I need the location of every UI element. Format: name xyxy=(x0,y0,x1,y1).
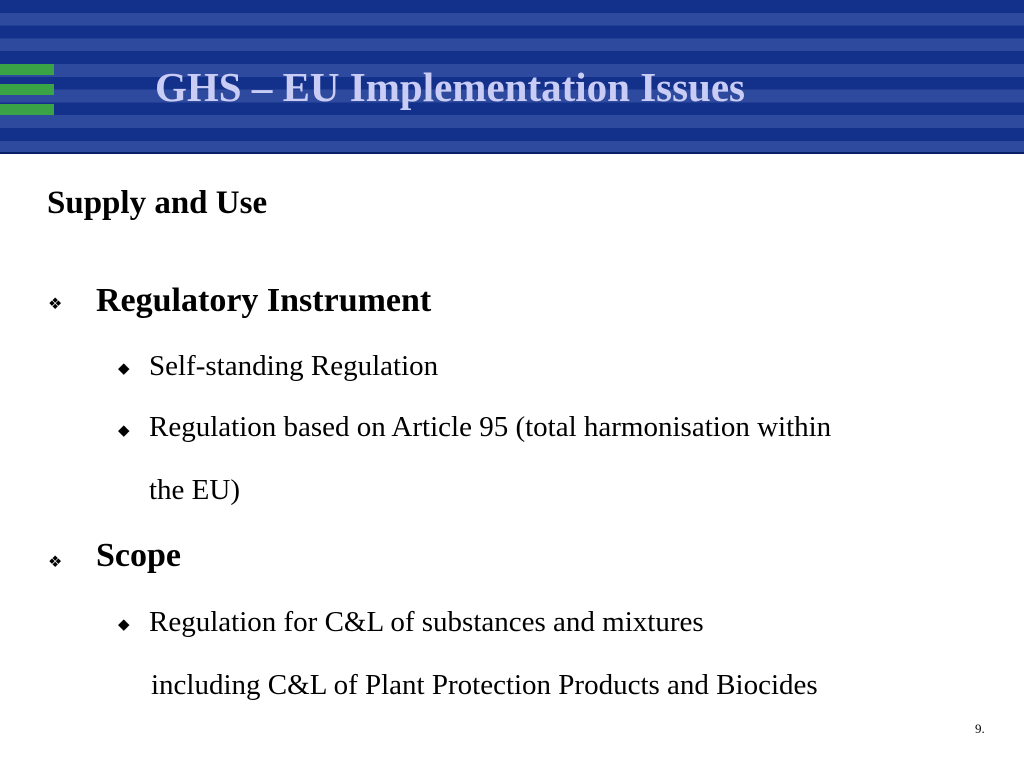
slide-subtitle: Supply and Use xyxy=(47,185,268,221)
list-item-substances-mixtures-continued: including C&L of Plant Protection Products and Biocides xyxy=(151,669,818,701)
section-heading-scope: Scope xyxy=(96,537,181,574)
logo-bar xyxy=(0,64,54,75)
logo-bar xyxy=(0,84,54,95)
page-number: 9. xyxy=(975,721,985,736)
list-item-substances-mixtures: Regulation for C&L of substances and mixtures xyxy=(149,606,704,638)
list-item-article-95-continued: the EU) xyxy=(149,474,240,506)
diamond-cluster-bullet-icon: ❖ xyxy=(48,554,63,571)
logo-bars-icon xyxy=(0,64,54,116)
title-banner xyxy=(0,0,1024,154)
list-item-self-standing: Self-standing Regulation xyxy=(149,350,439,382)
diamond-bullet-icon: ◆ xyxy=(118,361,130,377)
diamond-cluster-bullet-icon: ❖ xyxy=(48,296,63,313)
slide-title: GHS – EU Implementation Issues xyxy=(155,64,746,110)
logo-bar xyxy=(0,104,54,115)
diamond-bullet-icon: ◆ xyxy=(118,423,130,439)
section-heading-regulatory-instrument: Regulatory Instrument xyxy=(96,282,432,319)
diamond-bullet-icon: ◆ xyxy=(118,617,130,633)
list-item-article-95: Regulation based on Article 95 (total harmonisation within xyxy=(149,411,832,443)
